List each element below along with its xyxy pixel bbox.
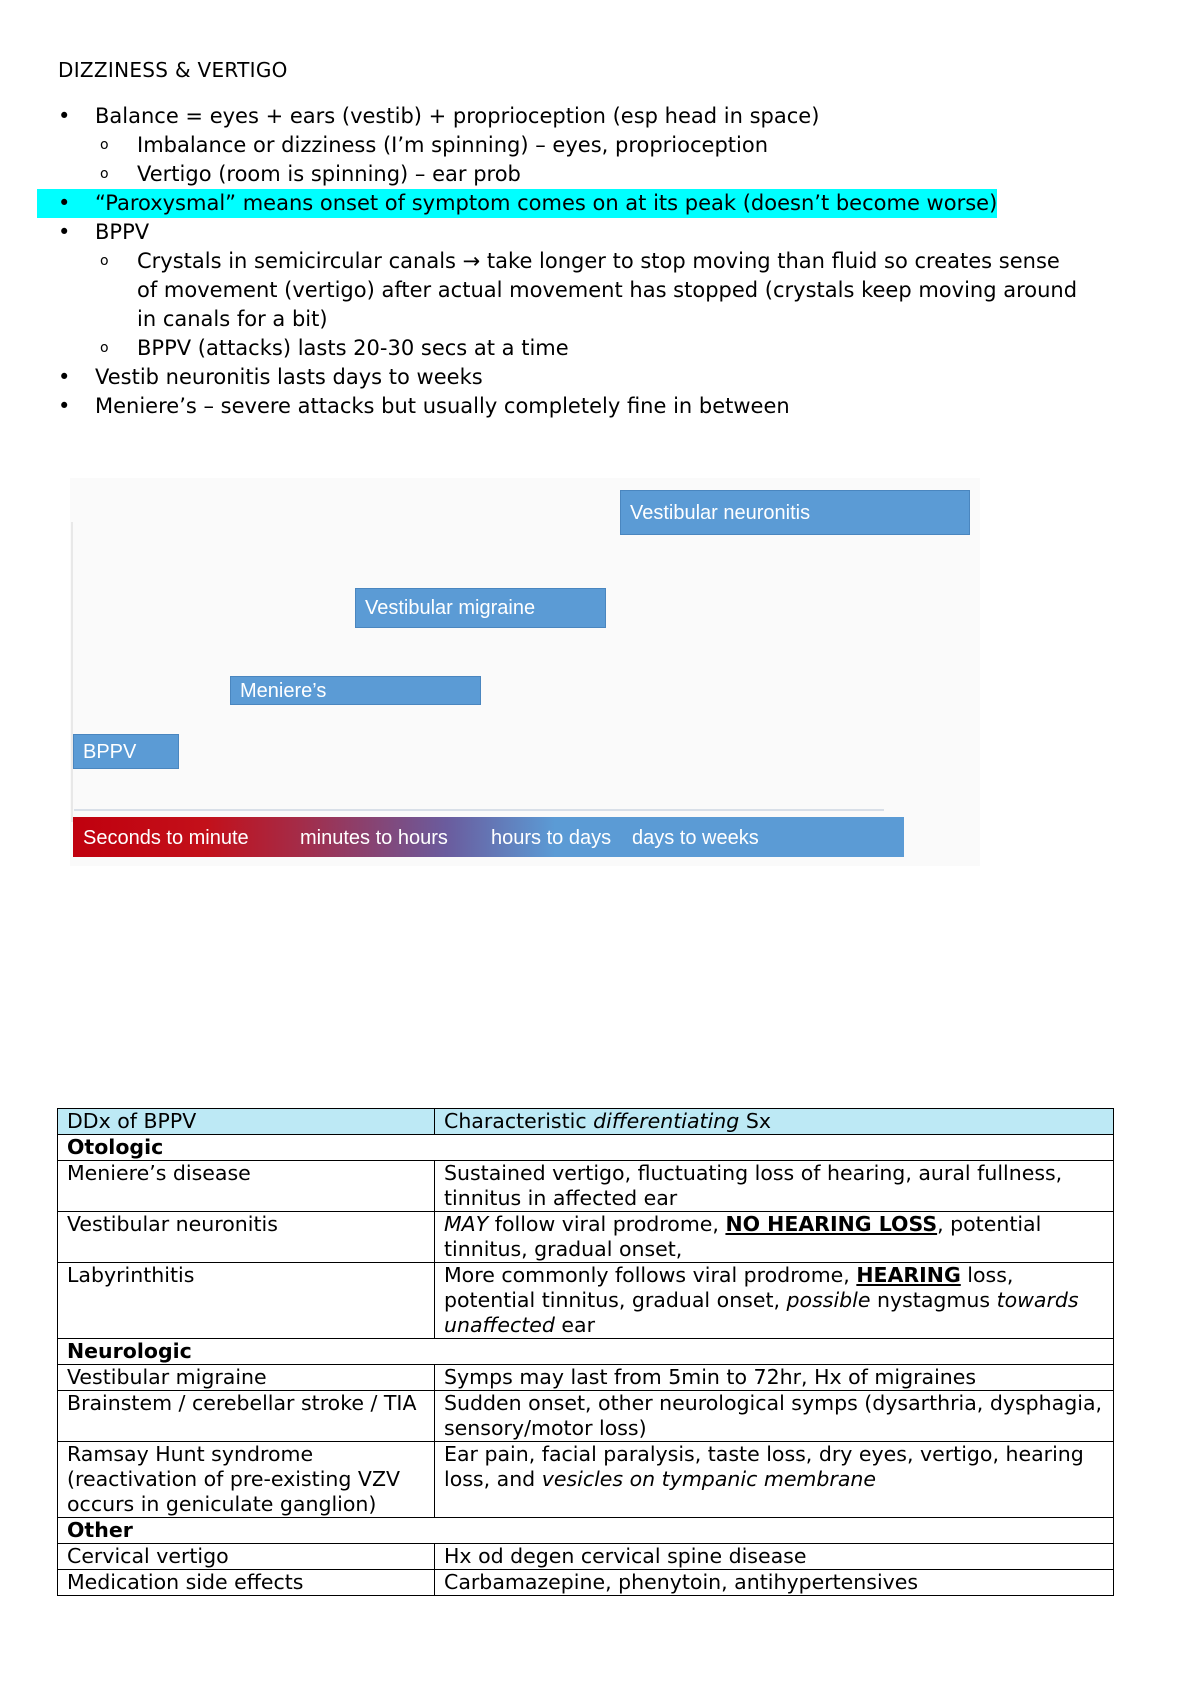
note-bppv: BPPV bbox=[95, 220, 150, 244]
group-label-other: Other bbox=[58, 1518, 1114, 1544]
ddx-name: Cervical vertigo bbox=[58, 1544, 435, 1570]
text: ear bbox=[554, 1313, 596, 1337]
scale-label-seconds: Seconds to minute bbox=[83, 827, 249, 849]
timeline-bar-vestibular-neuronitis: Vestibular neuronitis bbox=[620, 490, 970, 535]
ddx-description: Carbamazepine, phenytoin, antihypertensives bbox=[435, 1570, 1114, 1596]
note-crystals-1: Crystals in semicircular canals → take longer to stop moving than fluid so creates sense bbox=[137, 249, 1060, 273]
list-item bbox=[58, 218, 1158, 247]
ddx-description: Sudden onset, other neurological symps (dysarthria, dysphagia, sensory/motor loss) bbox=[435, 1391, 1114, 1442]
timeline-bar-menieres: Meniere’s bbox=[230, 676, 481, 705]
ddx-description: Symps may last from 5min to 72hr, Hx of migraines bbox=[435, 1365, 1114, 1391]
ddx-description: Hx od degen cervical spine disease bbox=[435, 1544, 1114, 1570]
scale-label-days: days to weeks bbox=[632, 827, 759, 849]
header-emphasis: differentiating bbox=[593, 1109, 740, 1133]
highlight bbox=[37, 189, 997, 218]
table-header-row bbox=[58, 1109, 1114, 1135]
table-row bbox=[58, 1391, 1114, 1442]
note-vestib: Vestib neuronitis lasts days to weeks bbox=[95, 365, 483, 389]
ddx-description bbox=[435, 1442, 1114, 1518]
note-paroxysmal: “Paroxysmal” means onset of symptom comes on at its peak (doesn’t become worse) bbox=[95, 191, 998, 215]
table-row bbox=[58, 1365, 1114, 1391]
emphasis: MAY bbox=[444, 1212, 489, 1236]
list-item bbox=[58, 363, 1158, 392]
emphasis: possible bbox=[786, 1288, 871, 1312]
list-item bbox=[100, 334, 1158, 363]
timeline-vertical-axis bbox=[71, 522, 73, 822]
header-text: Sx bbox=[739, 1109, 771, 1133]
note-meniere: Meniere’s – severe attacks but usually completely fine in between bbox=[95, 394, 790, 418]
ddx-name: Labyrinthitis bbox=[58, 1263, 435, 1339]
text: Ear pain, facial paralysis, taste loss, dry eyes, vertigo, hearing loss, and bbox=[444, 1442, 1084, 1491]
text: , potential tinnitus, gradual onset, bbox=[444, 1212, 1042, 1261]
note-crystals-3: in canals for a bit) bbox=[137, 307, 328, 331]
group-label-otologic: Otologic bbox=[58, 1135, 1114, 1161]
note-bppv-attacks: BPPV (attacks) lasts 20-30 secs at a time bbox=[137, 336, 569, 360]
list-item bbox=[100, 131, 1158, 160]
note-crystals-2: of movement (vertigo) after actual movement has stopped (crystals keep moving around bbox=[137, 278, 1078, 302]
timeline-bar-vestibular-migraine: Vestibular migraine bbox=[355, 588, 606, 628]
timeline-horizontal-axis bbox=[74, 809, 884, 811]
bullet-icon: • bbox=[58, 365, 71, 389]
bullet-icon: • bbox=[58, 394, 71, 418]
strong-underline: NO HEARING LOSS bbox=[725, 1212, 938, 1236]
ddx-name: Vestibular neuronitis bbox=[58, 1212, 435, 1263]
list-item bbox=[100, 160, 1158, 189]
bullet-icon: • bbox=[58, 104, 71, 128]
notes-list bbox=[58, 102, 1158, 421]
bullet-icon: • bbox=[58, 220, 71, 244]
ddx-name: Ramsay Hunt syndrome (reactivation of pre-existing VZV occurs in geniculate ganglion) bbox=[58, 1442, 435, 1518]
emphasis: towards unaffected bbox=[444, 1288, 1079, 1337]
ddx-table bbox=[57, 1108, 1114, 1596]
sub-bullet-icon: o bbox=[100, 137, 109, 153]
table-row bbox=[58, 1544, 1114, 1570]
group-row bbox=[58, 1135, 1114, 1161]
header-cell bbox=[435, 1109, 1114, 1135]
ddx-name: Meniere’s disease bbox=[58, 1161, 435, 1212]
group-row bbox=[58, 1339, 1114, 1365]
note-imbalance: Imbalance or dizziness (I’m spinning) – eyes, proprioception bbox=[137, 133, 769, 157]
header-text: Characteristic bbox=[444, 1109, 594, 1133]
list-item bbox=[58, 392, 1158, 421]
header-cell: DDx of BPPV bbox=[58, 1109, 435, 1135]
ddx-name: Brainstem / cerebellar stroke / TIA bbox=[58, 1391, 435, 1442]
list-item-highlighted bbox=[58, 189, 1158, 218]
table-row bbox=[58, 1570, 1114, 1596]
ddx-description bbox=[435, 1212, 1114, 1263]
bullet-icon: • bbox=[58, 191, 71, 215]
sub-bullet-icon: o bbox=[100, 253, 109, 269]
text: loss, potential tinnitus, gradual onset, bbox=[444, 1263, 1014, 1312]
duration-timeline-figure bbox=[70, 478, 980, 866]
sub-bullet-icon: o bbox=[100, 340, 109, 356]
group-row bbox=[58, 1518, 1114, 1544]
ddx-description: Sustained vertigo, fluctuating loss of hearing, aural fullness, tinnitus in affected ear bbox=[435, 1161, 1114, 1212]
list-item bbox=[100, 247, 1158, 334]
note-vertigo: Vertigo (room is spinning) – ear prob bbox=[137, 162, 521, 186]
ddx-name: Vestibular migraine bbox=[58, 1365, 435, 1391]
duration-scale-bar bbox=[73, 817, 904, 857]
table-row bbox=[58, 1263, 1114, 1339]
scale-label-minutes: minutes to hours bbox=[300, 827, 448, 849]
table-row bbox=[58, 1161, 1114, 1212]
ddx-description bbox=[435, 1263, 1114, 1339]
emphasis: vesicles on tympanic membrane bbox=[541, 1467, 877, 1491]
scale-label-hours: hours to days bbox=[491, 827, 612, 849]
strong-underline: HEARING bbox=[856, 1263, 961, 1287]
note-balance: Balance = eyes + ears (vestib) + proprioception (esp head in space) bbox=[95, 104, 820, 128]
table-row bbox=[58, 1212, 1114, 1263]
list-item bbox=[58, 102, 1158, 131]
page-title: DIZZINESS & VERTIGO bbox=[58, 58, 288, 82]
ddx-name: Medication side effects bbox=[58, 1570, 435, 1596]
text: More commonly follows viral prodrome, bbox=[444, 1263, 857, 1287]
text: nystagmus bbox=[870, 1288, 997, 1312]
sub-bullet-icon: o bbox=[100, 166, 109, 182]
table-row bbox=[58, 1442, 1114, 1518]
timeline-bar-bppv: BPPV bbox=[73, 734, 179, 769]
text: follow viral prodrome, bbox=[488, 1212, 726, 1236]
group-label-neurologic: Neurologic bbox=[58, 1339, 1114, 1365]
